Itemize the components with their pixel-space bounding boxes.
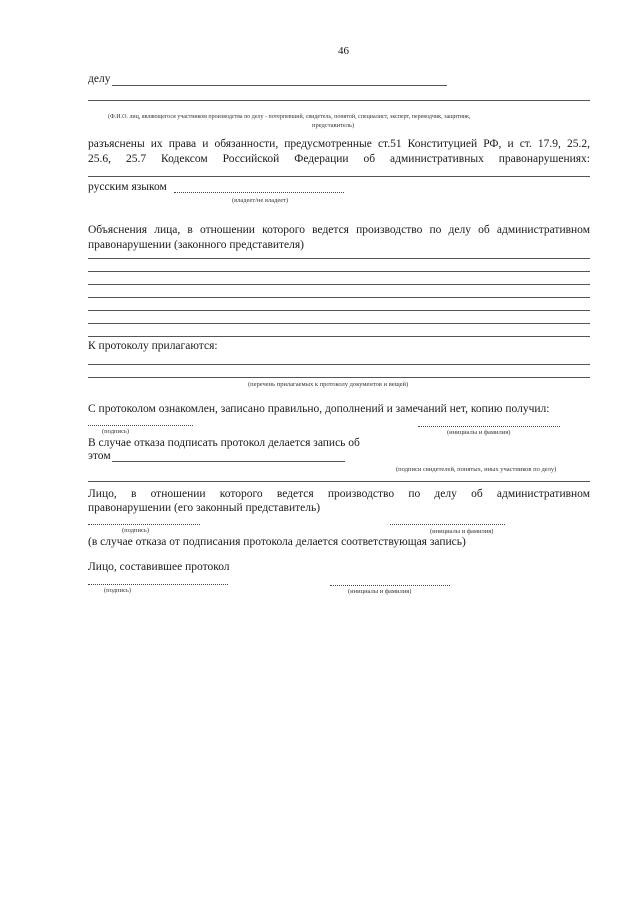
explanations-line-2: правонарушении (законного представителя) xyxy=(88,239,305,251)
person-note: (в случае отказа от подписания протокола делается соответствующая запись) xyxy=(88,536,466,548)
language-caption: (владеет/не владеет) xyxy=(232,197,289,204)
fio-caption-1: (Ф.И.О. лиц, являющегося участником производства по делу - потерпевший, свидетель, понятой, специалист, эксперт, переводчик, защитник, xyxy=(108,114,471,120)
attachments-line-1 xyxy=(88,364,590,365)
fio-caption-2: представитель) xyxy=(312,122,355,129)
ack-signature-line xyxy=(88,425,193,426)
explanation-line-6 xyxy=(88,323,590,324)
compiler-signature-line xyxy=(88,584,228,585)
language-label: русским языком xyxy=(88,181,167,193)
refusal-line-1: В случае отказа подписать протокол делается запись об xyxy=(88,437,360,449)
person-signature-line xyxy=(88,524,200,525)
ack-name-caption: (инициалы и фамилия) xyxy=(447,429,511,436)
explanation-line-4 xyxy=(88,297,590,298)
rights-blank-line xyxy=(88,176,590,177)
acknowledgement-line: С протоколом ознакомлен, записано правильно, дополнений и замечаний нет, копию получил: xyxy=(88,403,550,415)
person-line-1: Лицо, в отношении которого ведется производство по делу об административном xyxy=(88,488,590,500)
compiler-name-caption: (инициалы и фамилия) xyxy=(348,588,412,595)
delu-label: делу xyxy=(88,73,111,85)
explanation-line-2 xyxy=(88,271,590,272)
attachments-label: К протоколу прилагаются: xyxy=(88,340,218,352)
delu-line xyxy=(112,85,447,86)
explanation-line-1 xyxy=(88,258,590,259)
compiler-label: Лицо, составившее протокол xyxy=(88,561,230,573)
explanation-line-3 xyxy=(88,284,590,285)
ack-name-line xyxy=(418,426,560,427)
refusal-line-2: этом xyxy=(88,450,111,462)
explanation-line-5 xyxy=(88,310,590,311)
person-name-line xyxy=(390,524,505,525)
page-number: 46 xyxy=(338,45,349,57)
attachments-line-2 xyxy=(88,377,590,378)
person-signature-caption: (подпись) xyxy=(122,527,149,534)
attachments-caption: (перечень прилагаемых к протоколу документов и вещей) xyxy=(248,381,409,388)
explanation-line-7 xyxy=(88,336,590,337)
ack-signature-caption: (подпись) xyxy=(102,428,129,435)
participant-line xyxy=(88,100,590,101)
refusal-line xyxy=(112,461,345,462)
compiler-name-line xyxy=(330,585,450,586)
compiler-signature-caption: (подпись) xyxy=(104,587,131,594)
refusal-full-line xyxy=(88,481,590,482)
explanations-line-1: Объяснения лица, в отношении которого ведется производство по делу об административном xyxy=(88,224,590,236)
language-line xyxy=(174,192,344,193)
person-line-2: правонарушении (его законный представитель) xyxy=(88,502,321,514)
refusal-caption: (подписи свидетелей, понятых, иных участников по делу) xyxy=(396,466,557,473)
rights-line-1: разъяснены их права и обязанности, предусмотренные ст.51 Конституцией РФ, и ст. 17.9, 25.2, xyxy=(88,138,590,150)
person-name-caption: (инициалы и фамилия) xyxy=(430,528,494,535)
rights-line-2: 25.6, 25.7 Кодексом Российской Федерации об административных правонарушениях: xyxy=(88,153,590,165)
